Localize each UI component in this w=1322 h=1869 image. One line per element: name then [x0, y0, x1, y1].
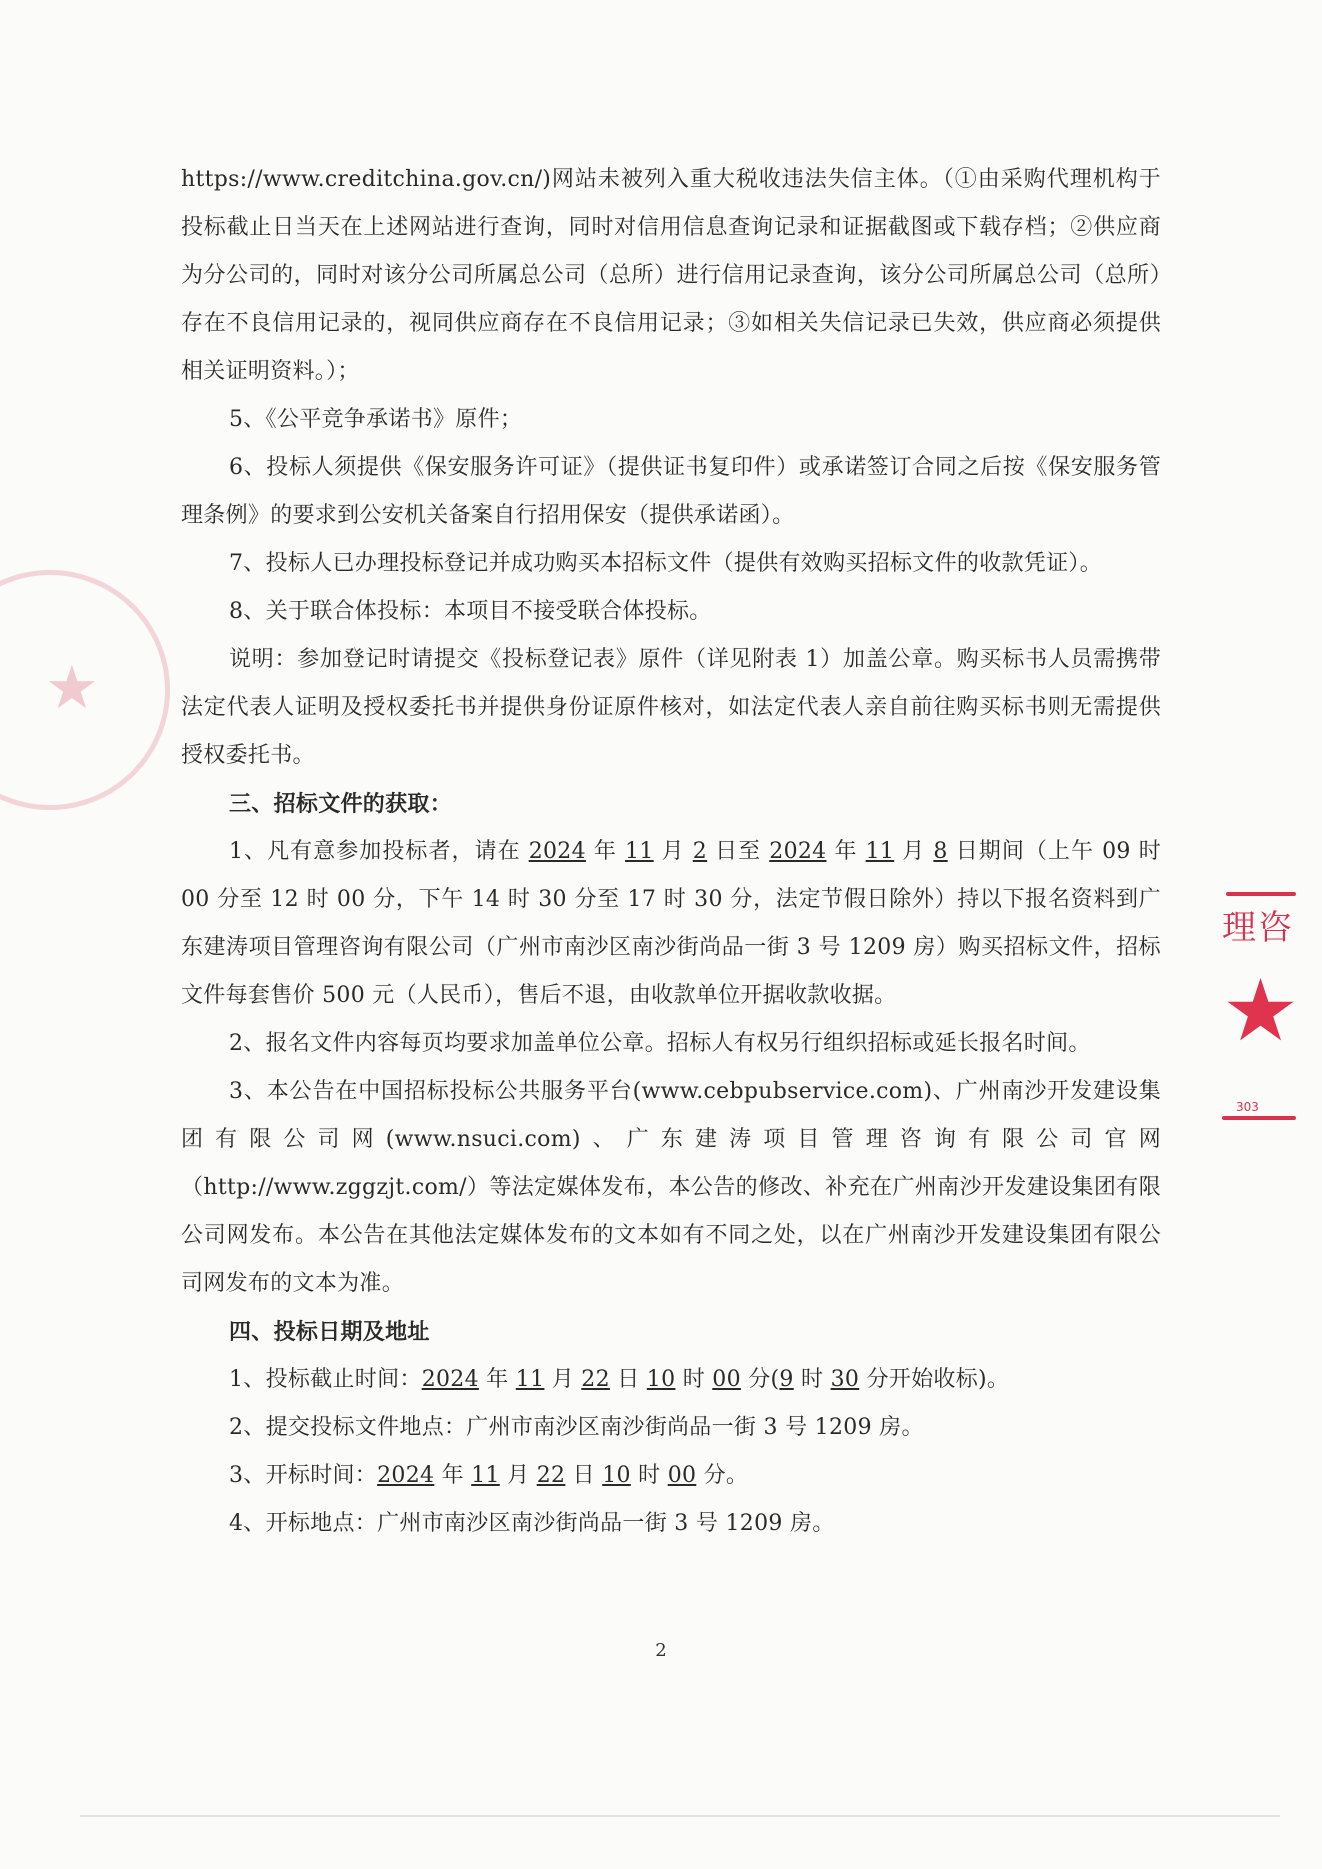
- date-value: 11: [625, 839, 654, 864]
- time-value: 00: [712, 1367, 741, 1392]
- time-value: 10: [646, 1367, 676, 1392]
- date-value: 22: [536, 1463, 566, 1488]
- time-value: 30: [830, 1367, 860, 1392]
- page-number: 2: [655, 1640, 667, 1661]
- faint-company-seal: [0, 570, 170, 810]
- date-value: 22: [581, 1367, 610, 1392]
- seal-arc: [1226, 892, 1296, 896]
- list-item: 7、投标人已办理投标登记并成功购买本招标文件（提供有效购买招标文件的收款凭证）。: [229, 551, 1102, 576]
- date-value: 11: [515, 1367, 545, 1392]
- list-item: 2、提交投标文件地点：广州市南沙区南沙街尚品一街 3 号 1209 房。: [229, 1415, 924, 1440]
- time-value: 00: [667, 1463, 697, 1488]
- date-value: 2024: [528, 839, 586, 864]
- seal-arc: [1222, 1116, 1296, 1120]
- time-value: 10: [602, 1463, 631, 1488]
- date-value: 2: [692, 839, 708, 864]
- date-value: 11: [865, 839, 895, 864]
- list-item: 6、投标人须提供《保安服务许可证》（提供证书复印件）或承诺签订合同之后按《保安服务管理条例》的要求到公安机关备案自行招用保安（提供承诺函）。: [181, 455, 1161, 528]
- date-value: 11: [471, 1463, 500, 1488]
- date-value: 2024: [769, 839, 827, 864]
- list-item: 3、本公告在中国招标投标公共服务平台(www.cebpubservice.com)、广州南沙开发建设集团有限公司网(www.nsuci.com)、广东建涛项目管理咨询有限公司官网（http://www.zggzjt.com/）等法定媒体发布，本公告的修改、补充在广州南沙开发建设集团有限公司网发布。本公告在其他法定媒体发布的文本如有不同之处，以在广州南沙开发建设集团有限公司网发布的文本为准。: [181, 1079, 1161, 1296]
- company-seal-stamp: [1218, 880, 1308, 1140]
- credit-check-paragraph: https://www.creditchina.gov.cn/)网站未被列入重大税收违法失信主体。（①由采购代理机构于投标截止日当天在上述网站进行查询，同时对信用信息查询记录和证据截图或下载存档；②供应商为分公司的，同时对该分公司所属总公司（总所）进行信用记录查询，该分公司所属总公司（总所）存在不良信用记录的，视同供应商存在不良信用记录；③如相关失信记录已失效，供应商必须提供相关证明资料。）；: [181, 167, 1161, 384]
- list-item: 1、凡有意参加投标者，请在 2024 年 11 月 2 日至 2024 年 11 月 8 日期间（上午 09 时 00 分至 12 时 00 分，下午 14 时 30 分至 17 时 30 分，法定节假日除外）持以下报名资料到广东建涛项目管理咨询有限公司（广州市南沙区南沙街尚品一街 3 号 1209 房）购买招标文件，招标文件每套售价 500 元（人民币），售后不退，由收款单位开据收款收据。: [181, 839, 1162, 1008]
- seal-star-icon: ★: [1222, 961, 1300, 1061]
- list-item: 2、报名文件内容每页均要求加盖单位公章。招标人有权另行组织招标或延长报名时间。: [229, 1031, 1091, 1056]
- list-item: 1、投标截止时间：2024 年 11 月 22 日 10 时 00 分(9 时 30 分开始收标)。: [229, 1367, 1010, 1392]
- section-heading: 四、投标日期及地址: [229, 1319, 430, 1345]
- date-value: 2024: [377, 1463, 435, 1488]
- date-value: 2024: [421, 1367, 479, 1392]
- date-value: 8: [933, 839, 948, 864]
- note-paragraph: 说明：参加登记时请提交《投标登记表》原件（详见附表 1）加盖公章。购买标书人员需携带法定代表人证明及授权委托书并提供身份证原件核对，如法定代表人亲自前往购买标书则无需提供授权委托书。: [181, 647, 1161, 768]
- list-item: 4、开标地点：广州市南沙区南沙街尚品一街 3 号 1209 房。: [229, 1511, 835, 1536]
- section-heading: 三、招标文件的获取：: [229, 791, 453, 817]
- seal-star-icon: ★: [45, 653, 99, 723]
- document-body: [181, 156, 1161, 1548]
- seal-number: 303: [1236, 1100, 1259, 1114]
- list-item: 5、《公平竞争承诺书》原件；: [229, 407, 523, 432]
- list-item: 8、关于联合体投标：本项目不接受联合体投标。: [229, 599, 712, 624]
- list-item: 3、开标时间：2024 年 11 月 22 日 10 时 00 分。: [229, 1463, 749, 1488]
- time-value: 9: [779, 1367, 794, 1392]
- scan-artifact-line: [80, 1815, 1280, 1817]
- seal-text: 理咨: [1222, 908, 1294, 948]
